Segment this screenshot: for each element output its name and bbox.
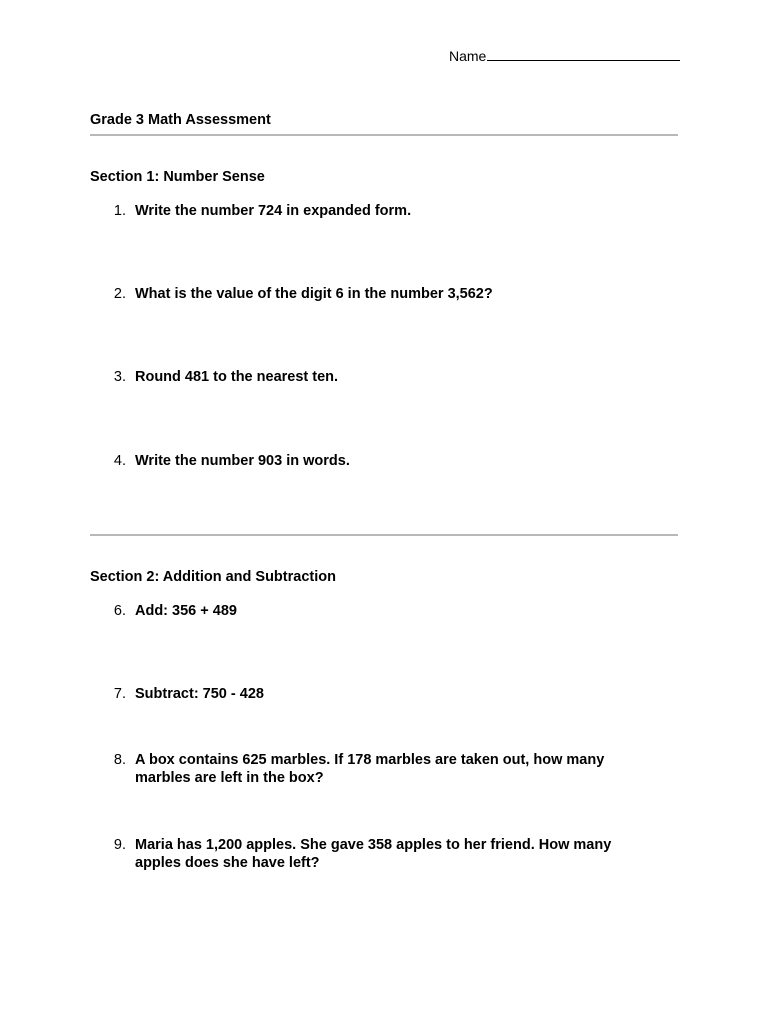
section-divider: [90, 534, 678, 536]
name-field[interactable]: [449, 46, 680, 64]
question-text: Maria has 1,200 apples. She gave 358 apples to her friend. How many apples does she have left?: [135, 837, 612, 871]
section-2-title: Section 2: Addition and Subtraction: [90, 569, 336, 585]
name-label: Name: [449, 48, 487, 64]
question-number: 4.: [113, 453, 126, 469]
question-text: Round 481 to the nearest ten.: [135, 369, 339, 385]
question-text: Write the number 724 in expanded form.: [135, 203, 412, 219]
question-number: 9.: [113, 837, 126, 853]
question-number: 8.: [113, 752, 126, 768]
question-text: What is the value of the digit 6 in the number 3,562?: [135, 286, 493, 302]
question-number: 1.: [113, 203, 126, 219]
question-text: Write the number 903 in words.: [135, 453, 350, 469]
question-number: 2.: [113, 286, 126, 302]
question-number: 3.: [113, 369, 126, 385]
name-blank-line[interactable]: [487, 46, 680, 61]
question-number: 6.: [113, 603, 126, 619]
question-number: 7.: [113, 686, 126, 702]
question-text: Subtract: 750 - 428: [135, 686, 264, 702]
section-1-title: Section 1: Number Sense: [90, 169, 265, 185]
question-text: A box contains 625 marbles. If 178 marbles are taken out, how many marbles are left in the box?: [135, 752, 605, 786]
page-title: Grade 3 Math Assessment: [90, 112, 271, 128]
title-divider: [90, 134, 678, 136]
question-text: Add: 356 + 489: [135, 603, 237, 619]
